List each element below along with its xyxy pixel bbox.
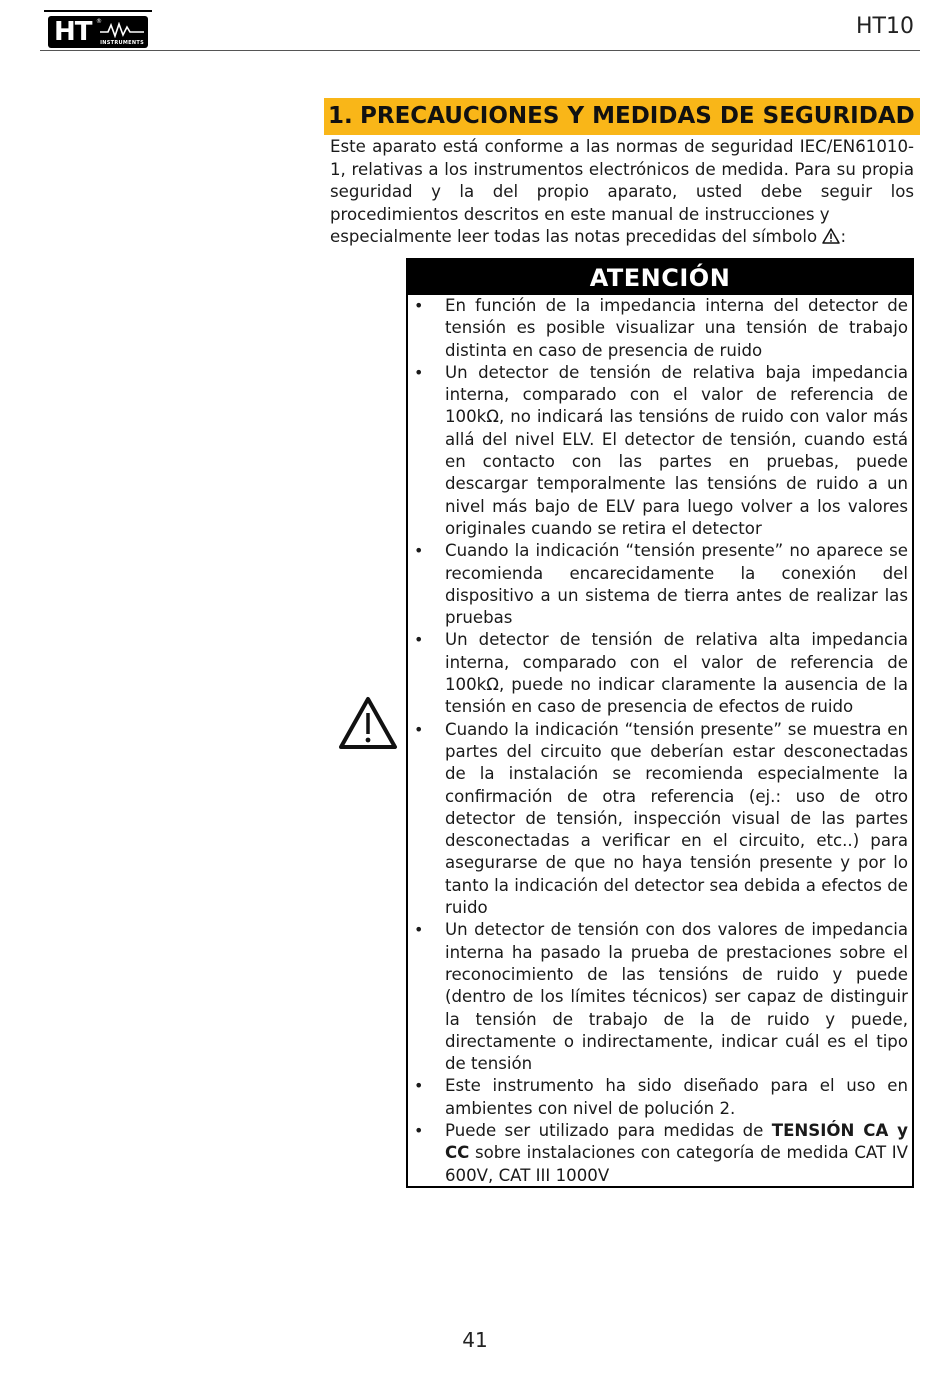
header-divider bbox=[40, 50, 920, 51]
section-title: PRECAUCIONES Y MEDIDAS DE SEGURIDAD bbox=[360, 103, 915, 129]
bullet-icon: • bbox=[414, 1120, 424, 1140]
logo-registered-mark: ® bbox=[96, 18, 102, 25]
list-item bbox=[408, 919, 908, 1075]
list-item bbox=[408, 719, 908, 920]
list-item bbox=[408, 362, 908, 540]
bullet-icon: • bbox=[414, 541, 424, 561]
bullet-icon: • bbox=[414, 630, 424, 650]
section-number: 1. bbox=[328, 103, 353, 129]
warning-triangle-icon bbox=[822, 228, 840, 244]
bullet-icon: • bbox=[414, 920, 424, 940]
attention-list bbox=[408, 295, 912, 1187]
intro-last-text: especialmente leer todas las notas precedidas del símbolo bbox=[330, 227, 818, 247]
list-item-text: Cuando la indicación “tensión presente” no aparece se recomienda encarecidamente la conexión del dispositivo a un sistema de tierra antes de realizar las pruebas bbox=[445, 541, 908, 628]
brand-logo bbox=[44, 10, 152, 50]
page-number: 41 bbox=[462, 1328, 488, 1352]
intro-paragraph bbox=[330, 136, 914, 249]
logo-subtext: INSTRUMENTS bbox=[100, 40, 144, 46]
list-item-text: Un detector de tensión con dos valores de impedancia interna ha pasado la prueba de prestaciones sobre el reconocimiento de las tensións de ruido y puede (dentro de los límites técnicos) ser capaz de distinguir la tensión de trabajo de la de ruido y puede, directamente o indirectamente, indicar cuál es el tipo de tensión bbox=[445, 920, 908, 1074]
list-item bbox=[408, 540, 908, 629]
bullet-icon: • bbox=[414, 719, 424, 739]
list-item bbox=[408, 1075, 908, 1120]
waveform-icon bbox=[100, 22, 144, 38]
list-item-text: Cuando la indicación “tensión presente” se muestra en partes del circuito que deberían estar desconectadas de la instalación se recomienda especialmente la confirmación de otra referencia (ej.: uso de otro detector de tensión, inspección visual de las partes desconectadas a verificar en el circuito, etc..) para asegurarse de que no haya tensión presente y por lo tanto la indicación del detector sea debida a efectos de ruido bbox=[445, 719, 908, 918]
list-item bbox=[408, 1120, 908, 1187]
logo-badge bbox=[48, 16, 148, 48]
list-item-text: Este instrumento ha sido diseñado para el uso en ambientes con nivel de polución 2. bbox=[445, 1076, 908, 1118]
model-name: HT10 bbox=[856, 14, 914, 39]
list-item-text: Un detector de tensión de relativa baja impedancia interna, comparado con el valor de referencia de 100kΩ, no indicará las tensións de ruido con valor más allá del nivel ELV. El detector de tensión, cuando está en contacto con las partes en pruebas, puede descargar temporalmente las tensións de ruido a un nivel más bajo de ELV para luego volver a los valores originales cuando se retira el detector bbox=[445, 362, 908, 538]
list-item-text: Puede ser utilizado para medidas de bbox=[445, 1120, 764, 1140]
list-item bbox=[408, 295, 908, 362]
list-item bbox=[408, 629, 908, 718]
attention-title: ATENCIÓN bbox=[408, 260, 912, 295]
intro-last-suffix: : bbox=[840, 227, 847, 247]
attention-box bbox=[406, 258, 914, 1188]
list-item-bold-text: TENSIÓN CA y CC bbox=[445, 1120, 908, 1163]
section-heading bbox=[324, 98, 920, 135]
list-item-text: En función de la impedancia interna del detector de tensión es posible visualizar una tensión de trabajo distinta en caso de presencia de ruido bbox=[445, 296, 908, 360]
bullet-icon: • bbox=[414, 1076, 424, 1096]
bullet-icon: • bbox=[414, 362, 424, 382]
bullet-icon: • bbox=[414, 296, 424, 315]
intro-last-line bbox=[330, 226, 914, 249]
warning-triangle-icon bbox=[338, 696, 398, 750]
logo-text: HT bbox=[54, 17, 92, 47]
list-item-text: sobre instalaciones con categoría de medida CAT IV 600V, CAT III 1000V bbox=[445, 1143, 908, 1185]
intro-text: Este aparato está conforme a las normas de seguridad IEC/EN61010-1, relativas a los instrumentos electrónicos de medida. Para su propia seguridad y la del propio aparato, usted debe seguir los procedimientos descritos en este manual de instrucciones y bbox=[330, 137, 914, 224]
list-item-text: Un detector de tensión de relativa alta impedancia interna, comparado con el valor de referencia de 100kΩ, puede no indicar claramente la ausencia de la tensión en caso de presencia de efectos de ruido bbox=[445, 630, 908, 717]
